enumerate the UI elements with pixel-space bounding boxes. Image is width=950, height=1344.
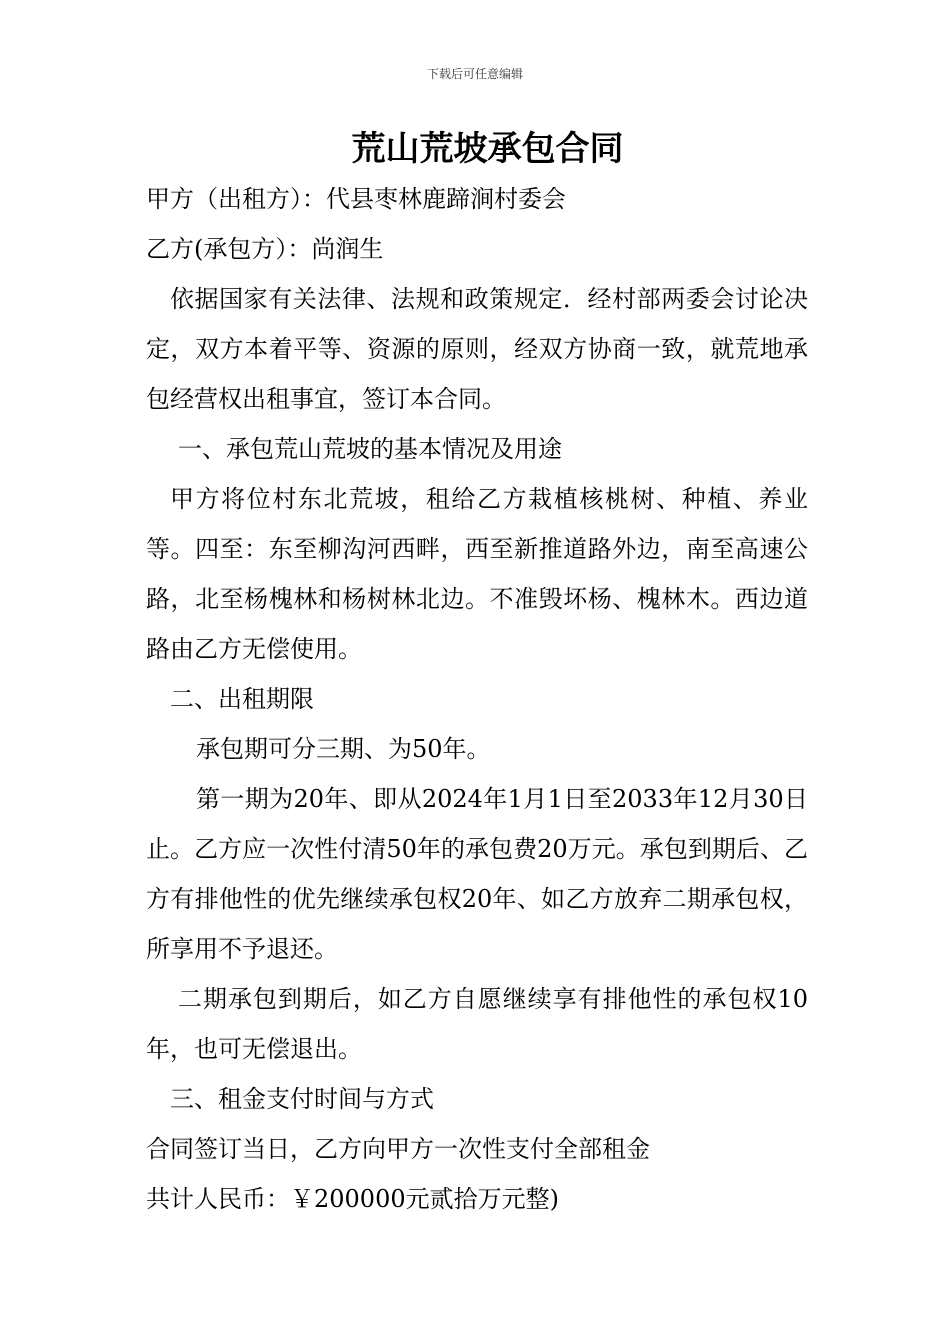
party-a-line: 甲方（出租方）：代县枣林鹿蹄涧村委会 (146, 185, 566, 213)
section-2-first-period-paragraph: 第一期为20年、即从2024年1月1日至2033年12月30日止。乙方应一次性付清50年的承包费20万元。承包到期后、乙方有排他性的优先继续承包权20年、如乙方放弃二期承包权，所享用不予退还。 (146, 785, 808, 963)
section-3-payment-line: 合同签订当日，乙方向甲方一次性支付全部租金 (146, 1135, 650, 1163)
section-3-heading: 三、租金支付时间与方式 (170, 1085, 434, 1113)
section-1-body: 甲方将位村东北荒坡，租给乙方栽植核桃树、种植、养业等。四至：东至柳沟河西畔，西至新推道路外边，南至高速公路，北至杨槐林和杨树林北边。不准毁坏杨、槐林木。西边道路由乙方无偿使用。 (146, 485, 808, 663)
party-b-line: 乙方(承包方）：尚润生 (146, 235, 384, 263)
section-2-second-period-paragraph: 二期承包到期后，如乙方自愿继续享有排他性的承包权10年，也可无偿退出。 (146, 985, 808, 1063)
section-2-heading: 二、出租期限 (170, 685, 314, 713)
section-2-term-paragraph: 承包期可分三期、为50年。 (196, 735, 491, 763)
section-1-heading: 一、承包荒山荒坡的基本情况及用途 (178, 435, 562, 463)
contract-body (146, 174, 808, 1224)
intro-paragraph: 依据国家有关法律、法规和政策规定．经村部两委会讨论决定，双方本着平等、资源的原则，经双方协商一致，就荒地承包经营权出租事宜，签订本合同。 (146, 285, 808, 413)
document-title: 荒山荒坡承包合同 (351, 129, 624, 169)
section-3-amount-line: 共计人民币：￥200000元贰拾万元整) (146, 1185, 559, 1213)
header-note: 下载后可任意编辑 (426, 67, 523, 81)
